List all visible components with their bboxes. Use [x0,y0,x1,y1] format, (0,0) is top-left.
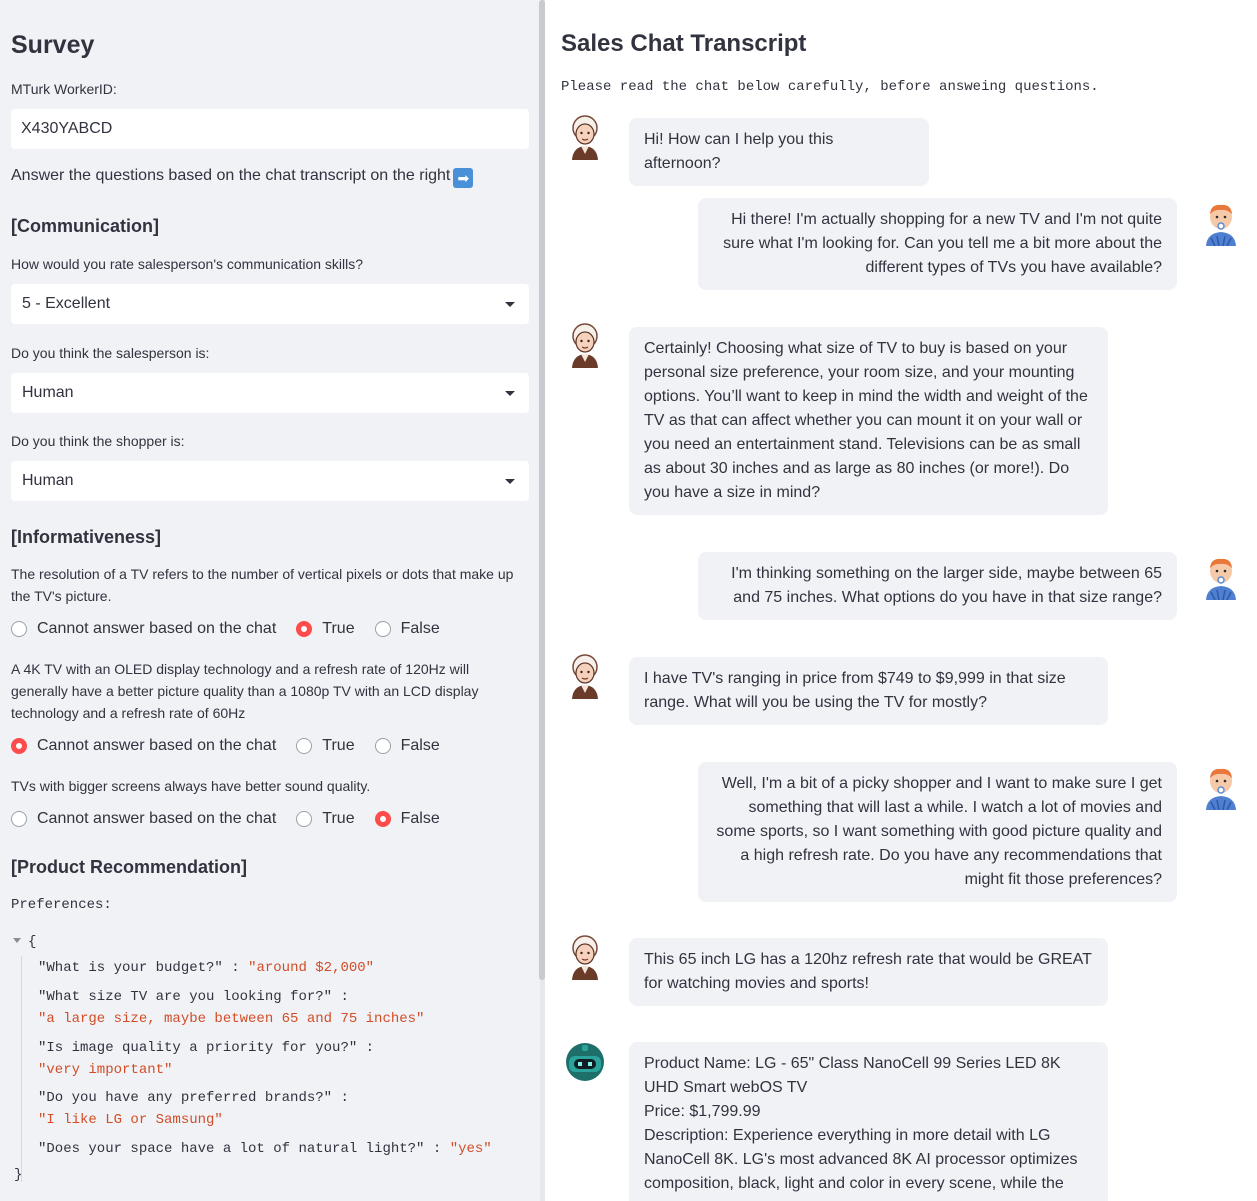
salesperson-avatar-icon [565,322,605,368]
instruction-label: Answer the questions based on the chat transcript on the right [11,167,451,184]
radio-cannot-answer[interactable] [11,620,276,638]
chat-message-salesperson: I have TV's ranging in price from $749 to $9,999 in that size range. What will you be using the TV for mostly? [629,657,1108,725]
info-question-1-options [11,617,460,641]
product-name: Product Name: LG - 65" Class NanoCell 99 Series LED 8K UHD Smart webOS TV [644,1055,1061,1096]
radio-circle-selected [11,738,27,754]
salesperson-type-label: Do you think the salesperson is: [11,345,210,361]
worker-id-label: MTurk WorkerID: [11,81,117,97]
preference-row [38,960,374,976]
info-question-3-options [11,807,460,831]
worker-id-input[interactable] [11,109,529,149]
info-question-1: The resolution of a TV refers to the number of vertical pixels or dots that make up the TV's picture. [11,566,514,604]
radio-label: False [400,620,440,637]
preference-sep: : [332,989,349,1005]
radio-true[interactable] [296,810,354,828]
preference-value: "a large size, maybe between 65 and 75 inches" [38,1011,425,1027]
preference-value: "I like LG or Samsung" [38,1112,223,1128]
chevron-down-icon [505,391,515,396]
preference-sep: : [332,1090,349,1106]
collapse-toggle-icon[interactable] [13,938,21,943]
preference-key: "Does your space have a lot of natural light?" [38,1141,425,1157]
page-title: Sales Chat Transcript [561,30,807,57]
radio-label: Cannot answer based on the chat [37,620,277,637]
radio-circle [375,738,391,754]
salesperson-type-value: Human [22,384,74,401]
salesperson-avatar-icon [565,653,605,699]
info-question-3: TVs with bigger screens always have better sound quality. [11,778,371,794]
info-question-2-options [11,734,460,758]
product-recommendation-heading: [Product Recommendation] [11,857,248,877]
preference-value: "yes" [449,1141,492,1157]
chat-instruction: Please read the chat below carefully, before answeing questions. [561,79,1099,95]
informativeness-heading: [Informativeness] [11,527,162,547]
radio-circle-selected [375,811,391,827]
product-price: Price: $1,799.99 [644,1103,761,1120]
chat-message-salesperson: Certainly! Choosing what size of TV to buy is based on your personal size preference, your room size, and your mounting options. You’ll want to keep in mind the width and weight of the TV as that can affect whether you can mount it on your wall or you need an entertainment stand. Televisions can be as small as about 30 inches and as large as 80 inches (or more!). Do you have a size in mind? [629,327,1108,515]
radio-circle [11,621,27,637]
chevron-down-icon [505,302,515,307]
shopper-avatar-icon [1201,200,1241,246]
chat-message-shopper: Well, I'm a bit of a picky shopper and I want to make sure I get something that will last a while. I watch a lot of movies and some sports, so I want something with good picture quality and a high refresh rate. Do you have any recommendations that might fit those preferences? [698,762,1177,902]
radio-circle [296,811,312,827]
preference-row [38,1040,374,1056]
radio-circle-selected [296,621,312,637]
chat-message-product-card [629,1042,1108,1201]
radio-label: True [322,737,355,754]
radio-label: True [322,810,355,827]
product-description: Description: Experience everything in more detail with LG NanoCell 8K. LG's most advanced 8K AI processor optimizes composition, black, light and color in every scene, while the [644,1127,1078,1192]
radio-label: Cannot answer based on the chat [37,737,277,754]
preference-sep: : [222,960,249,976]
preference-value: "around $2,000" [248,960,375,976]
communication-skills-label: How would you rate salesperson's communication skills? [11,256,364,272]
json-open-brace: { [28,934,37,950]
radio-true[interactable] [296,737,354,755]
radio-false[interactable] [375,620,440,638]
chevron-down-icon [505,479,515,484]
preference-row [38,1141,492,1157]
preference-value: "very important" [38,1062,173,1078]
radio-false[interactable] [375,737,440,755]
radio-false[interactable] [375,810,440,828]
shopper-type-select[interactable] [11,461,529,501]
communication-heading: [Communication] [11,216,159,236]
shopper-avatar-icon [1201,764,1241,810]
radio-label: True [322,620,355,637]
shopper-type-value: Human [22,472,74,489]
radio-cannot-answer[interactable] [11,810,276,828]
salesperson-avatar-icon [565,934,605,980]
radio-label: False [400,810,440,827]
json-close-brace: } [14,1167,23,1183]
robot-avatar-icon [565,1042,605,1088]
chat-message-shopper: I'm thinking something on the larger side, maybe between 65 and 75 inches. What options do you have in that size range? [698,552,1177,620]
preference-row [38,1090,349,1106]
radio-circle [375,621,391,637]
survey-title: Survey [11,31,95,59]
preference-key: "Is image quality a priority for you?" [38,1040,358,1056]
right-arrow-icon: ➡ [453,168,473,188]
preference-key: "What size TV are you looking for?" [38,989,333,1005]
preference-sep: : [424,1141,450,1157]
chat-message-salesperson: Hi! How can I help you this afternoon? [629,118,929,186]
chat-message-shopper: Hi there! I'm actually shopping for a new TV and I'm not quite sure what I'm looking for. Can you tell me a bit more about the different types of TVs you have available? [698,198,1177,290]
preference-key: "What is your budget?" [38,960,223,976]
salesperson-avatar-icon [565,114,605,160]
preference-row [38,989,349,1005]
radio-true[interactable] [296,620,354,638]
info-question-2: A 4K TV with an OLED display technology and a refresh rate of 120Hz will generally have a better picture quality than a 1080p TV with an LCD display technology and a refresh rate of 60Hz [11,661,479,721]
communication-skills-value: 5 - Excellent [22,295,111,312]
salesperson-type-select[interactable] [11,373,529,413]
instruction-text [11,167,473,188]
radio-cannot-answer[interactable] [11,737,276,755]
preference-key: "Do you have any preferred brands?" [38,1090,333,1106]
sidebar [0,0,540,1201]
preferences-label: Preferences: [11,897,112,913]
radio-circle [296,738,312,754]
communication-skills-select[interactable] [11,284,529,324]
shopper-avatar-icon [1201,554,1241,600]
radio-label: Cannot answer based on the chat [37,810,277,827]
chat-panel [545,0,1257,1201]
chat-message-salesperson: This 65 inch LG has a 120hz refresh rate that would be GREAT for watching movies and sports! [629,938,1108,1006]
radio-circle [11,811,27,827]
radio-label: False [400,737,440,754]
shopper-type-label: Do you think the shopper is: [11,433,185,449]
preference-sep: : [357,1040,375,1056]
json-indent-rail [21,956,22,1182]
